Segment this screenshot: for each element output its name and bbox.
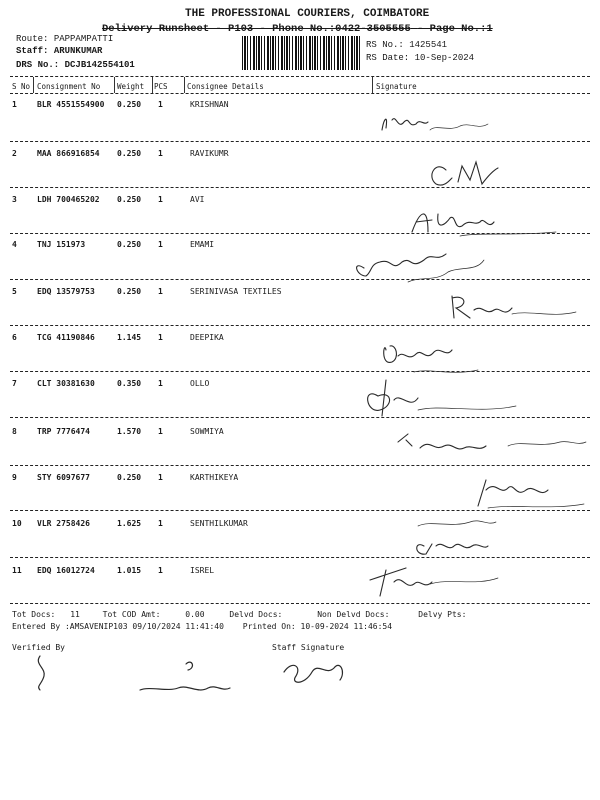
row-pcs: 1 (158, 379, 163, 388)
row-pcs: 1 (158, 287, 163, 296)
signature-mark (478, 480, 548, 506)
row-divider (10, 233, 590, 234)
route-label: Route: (16, 34, 49, 44)
staff-label: Staff: (16, 46, 49, 56)
row-sno: 8 (12, 427, 17, 436)
row-sno: 3 (12, 195, 17, 204)
row-consignee: SOWMIYA (190, 427, 224, 436)
row-consignment: TCG 41190846 (37, 333, 95, 342)
row-sno: 1 (12, 100, 17, 109)
row-pcs: 1 (158, 149, 163, 158)
row-consignee: EMAMI (190, 240, 215, 249)
row-consignment: TRP 7776474 (37, 427, 90, 436)
row-pcs: 1 (158, 566, 163, 575)
row-consignee: SERINIVASA TEXTILES (190, 287, 282, 296)
row-weight: 0.250 (117, 195, 142, 204)
row-sno: 4 (12, 240, 17, 249)
row-consignee: KARTHIKEYA (190, 473, 239, 482)
runsheet-subtitle-text: Delivery Runsheet - P103 - Phone No.:0422-3505555 (102, 23, 411, 35)
non-delvd-docs-label: Non Delvd Docs: (317, 610, 390, 619)
row-pcs: 1 (158, 100, 163, 109)
row-weight: 0.250 (117, 240, 142, 249)
signature-mark (284, 665, 342, 682)
row-weight: 0.250 (117, 473, 142, 482)
row-consignment: STY 6097677 (37, 473, 90, 482)
row-consignee: SENTHILKUMAR (190, 519, 248, 528)
signature-mark (430, 578, 498, 584)
rs-date-line (366, 53, 474, 63)
row-sno: 7 (12, 379, 17, 388)
table-header-rule (10, 93, 590, 94)
row-weight: 0.250 (117, 149, 142, 158)
row-pcs: 1 (158, 519, 163, 528)
signature-mark (186, 662, 192, 670)
printed-on: Printed On: 10-09-2024 11:46:54 (242, 622, 393, 631)
row-divider (10, 279, 590, 280)
row-weight: 0.250 (117, 100, 142, 109)
row-sno: 6 (12, 333, 17, 342)
entry-line (12, 622, 392, 631)
row-divider (10, 465, 590, 466)
delvy-pts-label: Delvy Pts: (418, 610, 467, 619)
row-pcs: 1 (158, 427, 163, 436)
row-divider (10, 187, 590, 188)
row-pcs: 1 (158, 333, 163, 342)
table-bottom-rule (10, 603, 590, 604)
page-number: - Page No.:1 (417, 23, 493, 35)
signature-mark (370, 568, 432, 596)
row-divider (10, 557, 590, 558)
staff-value: ARUNKUMAR (53, 46, 103, 56)
signature-mark (382, 119, 428, 130)
row-weight: 0.350 (117, 379, 142, 388)
row-consignment: LDH 700465202 (37, 195, 100, 204)
signature-mark (368, 380, 418, 416)
barcode (242, 36, 360, 70)
row-sno: 2 (12, 149, 17, 158)
row-weight: 1.145 (117, 333, 142, 342)
row-consignee: KRISHNAN (190, 100, 229, 109)
rs-date-label: RS Date: (366, 53, 410, 63)
signature-mark (432, 167, 452, 185)
signature-mark (417, 544, 488, 554)
tot-cod-value: 0.00 (185, 610, 205, 619)
delvd-docs-label: Delvd Docs: (229, 610, 283, 619)
signature-mark (412, 214, 494, 232)
row-consignment: MAA 866916854 (37, 149, 100, 158)
drs-line (16, 60, 135, 70)
col-header-sno: S No (12, 82, 31, 91)
row-weight: 0.250 (117, 287, 142, 296)
col-header-consignee: Consignee Details (187, 82, 264, 91)
row-divider (10, 371, 590, 372)
signature-mark (508, 442, 586, 446)
row-consignee: DEEPIKA (190, 333, 224, 342)
drs-value: DCJB142554101 (64, 60, 135, 70)
row-sno: 9 (12, 473, 17, 482)
row-weight: 1.625 (117, 519, 142, 528)
row-consignment: TNJ 151973 (37, 240, 86, 249)
col-divider (372, 77, 373, 93)
col-divider (184, 77, 185, 93)
staff-line (16, 46, 102, 56)
col-header-pcs: PCS (154, 82, 168, 91)
row-pcs: 1 (158, 240, 163, 249)
col-header-weight: Weight (117, 82, 145, 91)
signature-mark (430, 124, 488, 130)
row-divider (10, 141, 590, 142)
row-sno: 11 (12, 566, 22, 575)
rs-no-value: 1425541 (409, 40, 448, 50)
signature-mark (398, 434, 486, 449)
totals-line (12, 610, 466, 619)
route-value: PAPPAMPATTI (53, 34, 114, 44)
signature-mark (488, 504, 584, 508)
row-consignee: RAVIKUMR (190, 149, 229, 158)
row-consignee: OLLO (190, 379, 210, 388)
runsheet-subtitle (102, 23, 493, 35)
signature-mark (357, 254, 446, 276)
signature-mark (38, 656, 44, 690)
row-pcs: 1 (158, 195, 163, 204)
signature-mark (384, 346, 452, 363)
rs-no-label: RS No.: (366, 40, 404, 50)
row-consignment: BLR 4551554900 (37, 100, 105, 109)
row-consignment: EDQ 16012724 (37, 566, 95, 575)
row-consignee: ISREL (190, 566, 215, 575)
entered-by: Entered By :AMSAVENIP103 09/10/2024 11:41:40 (12, 622, 224, 631)
row-consignment: VLR 2758426 (37, 519, 90, 528)
row-divider (10, 510, 590, 511)
row-divider (10, 417, 590, 418)
row-divider (10, 325, 590, 326)
staff-signature-label: Staff Signature (272, 643, 345, 652)
row-pcs: 1 (158, 473, 163, 482)
tot-docs-label: Tot Docs: (12, 610, 56, 619)
row-sno: 5 (12, 287, 17, 296)
col-divider (152, 77, 153, 93)
tot-cod-label: Tot COD Amt: (102, 610, 161, 619)
col-divider (33, 77, 34, 93)
row-weight: 1.015 (117, 566, 142, 575)
signature-mark (458, 162, 498, 184)
signature-mark (452, 296, 512, 318)
row-weight: 1.570 (117, 427, 142, 436)
col-divider (114, 77, 115, 93)
signature-mark (418, 406, 516, 410)
rs-date-value: 10-Sep-2024 (414, 53, 475, 63)
signature-mark (512, 312, 576, 314)
table-top-rule (10, 76, 590, 77)
row-sno: 10 (12, 519, 22, 528)
route-line (16, 34, 113, 44)
row-consignee: AVI (190, 195, 205, 204)
row-consignment: EDQ 13579753 (37, 287, 95, 296)
col-header-consignment: Consignment No (37, 82, 101, 91)
row-consignment: CLT 30381630 (37, 379, 95, 388)
verified-by-label: Verified By (12, 643, 65, 652)
signature-mark (140, 687, 230, 690)
rs-no-line (366, 40, 447, 50)
drs-label: DRS No.: (16, 60, 60, 70)
company-title: THE PROFESSIONAL COURIERS, COIMBATORE (185, 8, 430, 20)
col-header-signature: Signature (376, 82, 417, 91)
signature-mark (418, 521, 496, 526)
tot-docs-value: 11 (70, 610, 80, 619)
